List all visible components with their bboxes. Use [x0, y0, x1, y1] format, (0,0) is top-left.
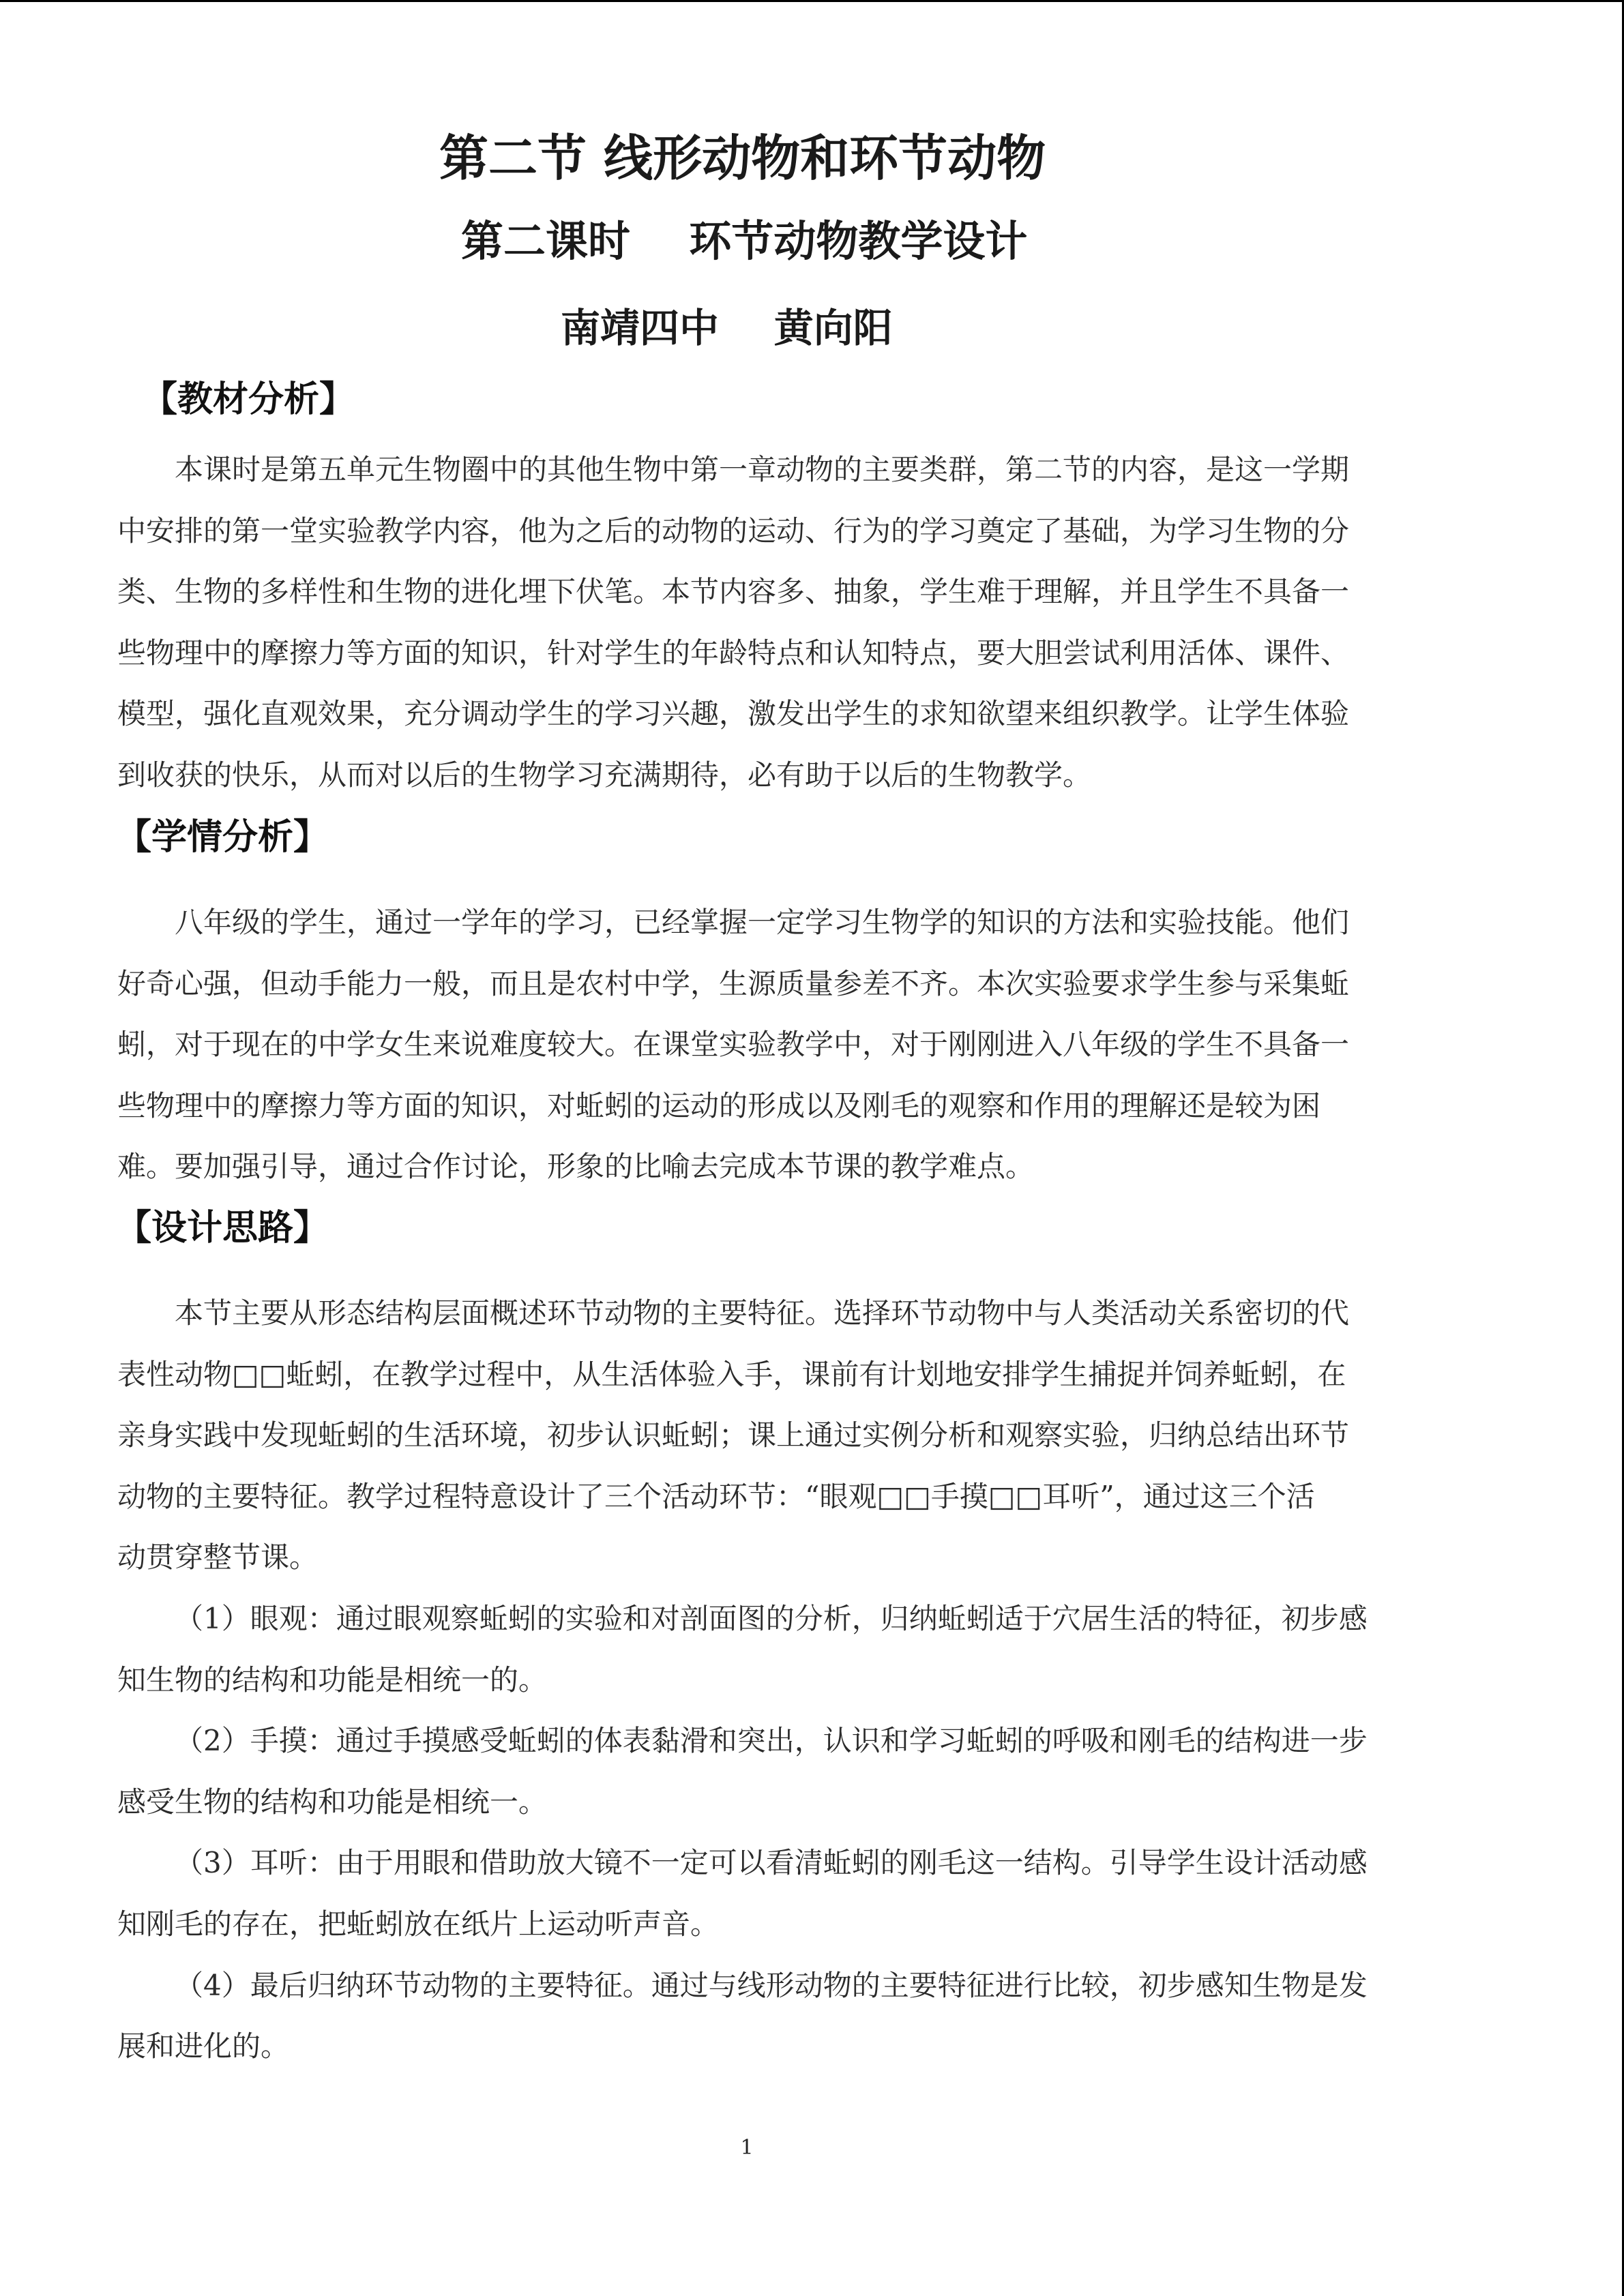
- body-line: 本节主要从形态结构层面概述环节动物的主要特征。选择环节动物中与人类活动关系密切的代: [175, 1296, 1350, 1330]
- body-line: 知刚毛的存在，把蚯蚓放在纸片上运动听声音。: [117, 1907, 720, 1941]
- body-line: 些物理中的摩擦力等方面的知识，对蚯蚓的运动的形成以及刚毛的观察和作用的理解还是较为困: [117, 1088, 1321, 1122]
- body-line: （2）手摸：通过手摸感受蚯蚓的体表黏滑和突出，认识和学习蚯蚓的呼吸和刚毛的结构进一步: [175, 1724, 1368, 1758]
- paragraph: [117, 892, 1386, 1197]
- paragraph-summary: [117, 1955, 1386, 2077]
- body-line: 本课时是第五单元生物圈中的其他生物中第一章动物的主要类群，第二节的内容，是这一学期: [175, 453, 1350, 486]
- body-line: 难。要加强引导，通过合作讨论，形象的比喻去完成本节课的教学难点。: [117, 1150, 1035, 1184]
- section-body-design-ideas: [117, 1283, 1386, 2077]
- body-line: （1）眼观：通过眼观察蚯蚓的实验和对剖面图的分析，归纳蚯蚓适于穴居生活的特征，初步感: [175, 1601, 1368, 1635]
- page-number: 1: [740, 2136, 754, 2160]
- section-heading-design-ideas: 【设计思路】: [116, 1208, 329, 1249]
- paragraph-hand-touch: [117, 1710, 1386, 1832]
- section-body-textbook-analysis: [117, 439, 1386, 806]
- body-line: 感受生物的结构和功能是相统一。: [117, 1785, 548, 1819]
- body-line: 到收获的快乐，从而对以后的生物学习充满期待，必有助于以后的生物教学。: [117, 758, 1092, 792]
- paragraph-ear-listening: [117, 1832, 1386, 1954]
- body-line: 展和进化的。: [117, 2029, 290, 2063]
- body-line: 蚓，对于现在的中学女生来说难度较大。在课堂实验教学中，对于刚刚进入八年级的学生不具备一: [117, 1028, 1350, 1062]
- body-line: 动物的主要特征。教学过程特意设计了三个活动环节：“眼观□□手摸□□耳听”，通过这三个活: [117, 1479, 1315, 1513]
- paragraph: [117, 439, 1386, 806]
- section-heading-textbook-analysis: 【教材分析】: [142, 379, 355, 420]
- paragraph: [117, 1283, 1386, 1588]
- body-line: （4）最后归纳环节动物的主要特征。通过与线形动物的主要特征进行比较，初步感知生物是发: [175, 1968, 1368, 2002]
- body-line: 类、生物的多样性和生物的进化埋下伏笔。本节内容多、抽象，学生难于理解，并且学生不具备一: [117, 575, 1350, 609]
- page-border-top: [0, 0, 1624, 2]
- body-line: 动贯穿整节课。: [117, 1540, 319, 1575]
- body-line: 些物理中的摩擦力等方面的知识，针对学生的年龄特点和认知特点，要大胆尝试利用活体、课件、: [117, 636, 1350, 670]
- section-body-student-analysis: [117, 892, 1386, 1197]
- body-line: 好奇心强，但动手能力一般，而且是农村中学，生源质量参差不齐。本次实验要求学生参与采集蚯: [117, 966, 1350, 1000]
- section-heading-student-analysis: 【学情分析】: [116, 817, 329, 858]
- body-line: 表性动物□□蚯蚓，在教学过程中，从生活体验入手，课前有计划地安排学生捕捉并饲养蚯蚓，在: [117, 1357, 1346, 1391]
- body-line: （3）耳听：由于用眼和借助放大镜不一定可以看清蚯蚓的刚毛这一结构。引导学生设计活动感: [175, 1846, 1368, 1880]
- lesson-subtitle: 第二课时 环节动物教学设计: [461, 216, 1028, 266]
- author-line: 南靖四中 黄向阳: [561, 305, 893, 351]
- body-line: 模型，强化直观效果，充分调动学生的学习兴趣，激发出学生的求知欲望来组织教学。让学生体验: [117, 697, 1350, 731]
- body-line: 八年级的学生，通过一学年的学习，已经掌握一定学习生物学的知识的方法和实验技能。他们: [175, 906, 1350, 939]
- body-line: 亲身实践中发现蚯蚓的生活环境，初步认识蚯蚓；课上通过实例分析和观察实验，归纳总结出环节: [117, 1418, 1350, 1452]
- paragraph-eye-observation: [117, 1588, 1386, 1710]
- body-line: 知生物的结构和功能是相统一的。: [117, 1663, 548, 1697]
- document-title: 第二节 线形动物和环节动物: [439, 129, 1046, 187]
- body-line: 中安排的第一堂实验教学内容，他为之后的动物的运动、行为的学习奠定了基础，为学习生物的分: [117, 513, 1350, 548]
